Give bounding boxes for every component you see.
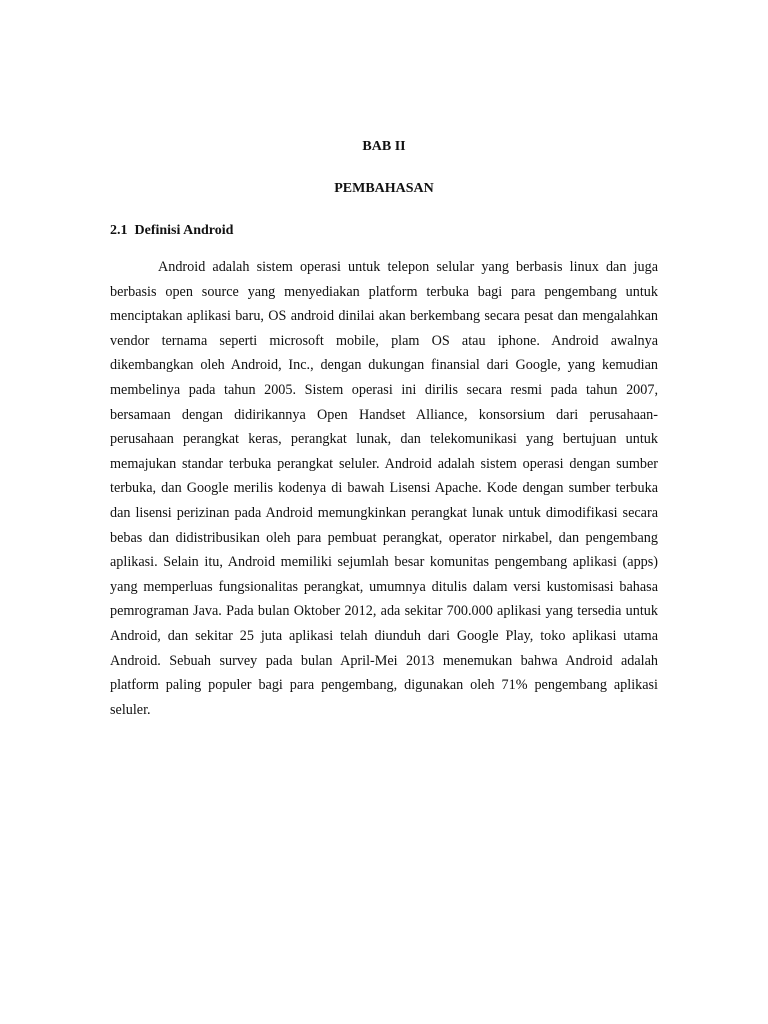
chapter-number: BAB II xyxy=(362,139,406,154)
chapter-title: PEMBAHASAN xyxy=(334,181,434,196)
section-heading: 2.1 Definisi Android xyxy=(110,223,234,238)
body-paragraph: Android adalah sistem operasi untuk telepon selular yang berbasis linux dan juga berbasis open source yang menyediakan platform terbuka bagi para pengembang untuk menciptakan aplikasi baru, OS android dinilai akan berkembang secara pesat dan mengalahkan vendor ternama seperti microsoft mobile, plam OS atau iphone. Android awalnya dikembangkan oleh Android, Inc., dengan dukungan finansial dari Google, yang kemudian membelinya pada tahun 2005. Sistem operasi ini dirilis secara resmi pada tahun 2007, bersamaan dengan didirikannya Open Handset Alliance, konsorsium dari perusahaan-perusahaan perangkat keras, perangkat lunak, dan telekomunikasi yang bertujuan untuk memajukan standar terbuka perangkat seluler. Android adalah sistem operasi dengan sumber terbuka, dan Google merilis kodenya di bawah Lisensi Apache. Kode dengan sumber terbuka dan lisensi perizinan pada Android memungkinkan perangkat lunak untuk dimodifikasi secara bebas dan didistribusikan oleh para pembuat perangkat, operator nirkabel, dan pengembang aplikasi. Selain itu, Android memiliki sejumlah besar komunitas pengembang aplikasi (apps) yang memperluas fungsionalitas perangkat, umumnya ditulis dalam versi kustomisasi bahasa pemrograman Java. Pada bulan Oktober 2012, ada sekitar 700.000 aplikasi yang tersedia untuk Android, dan sekitar 25 juta aplikasi telah diunduh dari Google Play, toko aplikasi utama Android. Sebuah survey pada bulan April-Mei 2013 menemukan bahwa Android adalah platform paling populer bagi para pengembang, digunakan oleh 71% pengembang aplikasi seluler. xyxy=(110,259,658,718)
